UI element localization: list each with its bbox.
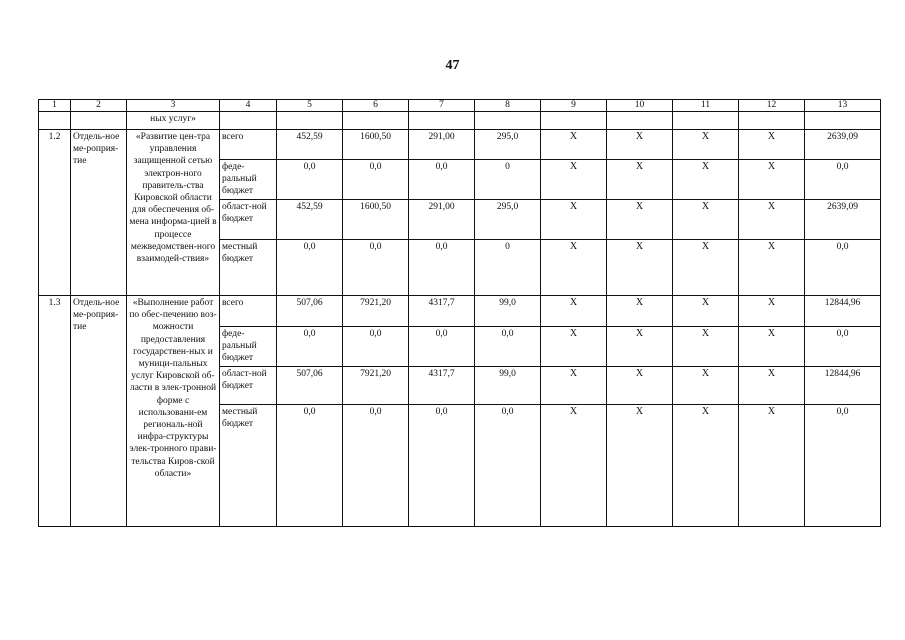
item-kind: Отдель-ное ме-роприя-тие	[71, 296, 127, 527]
value-cell: X	[541, 130, 607, 160]
value-cell: 295,0	[475, 200, 541, 240]
value-cell: X	[541, 240, 607, 296]
value-cell: X	[739, 130, 805, 160]
value-cell: 0,0	[343, 405, 409, 527]
cell	[475, 112, 541, 130]
column-header: 6	[343, 100, 409, 112]
value-cell: X	[541, 200, 607, 240]
column-header: 13	[805, 100, 881, 112]
table-row	[39, 130, 881, 160]
cell	[805, 112, 881, 130]
value-cell: 452,59	[277, 200, 343, 240]
value-cell: 0,0	[277, 405, 343, 527]
column-header: 11	[673, 100, 739, 112]
item-number: 1.2	[39, 130, 71, 296]
value-cell: 4317,7	[409, 367, 475, 405]
value-cell: 0,0	[475, 327, 541, 367]
value-cell: X	[739, 240, 805, 296]
value-cell: X	[607, 200, 673, 240]
value-cell: X	[607, 240, 673, 296]
funding-source: област-ной бюджет	[220, 200, 277, 240]
value-cell: 0,0	[805, 240, 881, 296]
funding-source: местный бюджет	[220, 405, 277, 527]
value-cell: 0,0	[409, 327, 475, 367]
value-cell: 0,0	[277, 240, 343, 296]
value-cell: X	[673, 130, 739, 160]
value-cell: 12844,96	[805, 296, 881, 327]
column-header: 8	[475, 100, 541, 112]
column-header: 10	[607, 100, 673, 112]
value-cell: 507,06	[277, 296, 343, 327]
value-cell: X	[541, 327, 607, 367]
value-cell: X	[541, 367, 607, 405]
funding-source: феде-ральный бюджет	[220, 327, 277, 367]
value-cell: 2639,09	[805, 200, 881, 240]
value-cell: X	[739, 296, 805, 327]
cell	[39, 112, 71, 130]
cell	[739, 112, 805, 130]
value-cell: 0,0	[277, 160, 343, 200]
value-cell: 1600,50	[343, 200, 409, 240]
value-cell: 12844,96	[805, 367, 881, 405]
column-header: 2	[71, 100, 127, 112]
value-cell: X	[739, 327, 805, 367]
budget-table	[38, 99, 881, 527]
value-cell: 295,0	[475, 130, 541, 160]
value-cell: X	[607, 296, 673, 327]
value-cell: X	[607, 367, 673, 405]
value-cell: 0,0	[409, 405, 475, 527]
value-cell: X	[541, 405, 607, 527]
value-cell: 0,0	[343, 160, 409, 200]
value-cell: 7921,20	[343, 296, 409, 327]
value-cell: X	[607, 130, 673, 160]
value-cell: 2639,09	[805, 130, 881, 160]
item-kind: Отдель-ное ме-роприя-тие	[71, 130, 127, 296]
funding-source: всего	[220, 130, 277, 160]
value-cell: 291,00	[409, 130, 475, 160]
value-cell: X	[739, 160, 805, 200]
value-cell: X	[673, 296, 739, 327]
value-cell: X	[673, 367, 739, 405]
column-header: 4	[220, 100, 277, 112]
value-cell: X	[673, 327, 739, 367]
value-cell: 0,0	[475, 405, 541, 527]
value-cell: 507,06	[277, 367, 343, 405]
value-cell: 0,0	[343, 327, 409, 367]
value-cell: X	[739, 405, 805, 527]
value-cell: X	[607, 327, 673, 367]
value-cell: 0,0	[805, 327, 881, 367]
cell	[277, 112, 343, 130]
value-cell: 0,0	[805, 160, 881, 200]
cell	[409, 112, 475, 130]
value-cell: X	[607, 160, 673, 200]
funding-source: всего	[220, 296, 277, 327]
item-number: 1.3	[39, 296, 71, 527]
value-cell: X	[541, 160, 607, 200]
value-cell: X	[673, 160, 739, 200]
funding-source: феде-ральный бюджет	[220, 160, 277, 200]
value-cell: 0	[475, 240, 541, 296]
cell	[71, 112, 127, 130]
value-cell: 99,0	[475, 296, 541, 327]
value-cell: 0,0	[409, 160, 475, 200]
value-cell: 0,0	[805, 405, 881, 527]
value-cell: 1600,50	[343, 130, 409, 160]
column-header: 1	[39, 100, 71, 112]
continuation-row	[39, 112, 881, 130]
value-cell: X	[541, 296, 607, 327]
cell	[220, 112, 277, 130]
value-cell: 0,0	[343, 240, 409, 296]
value-cell: 7921,20	[343, 367, 409, 405]
cell	[673, 112, 739, 130]
value-cell: 0	[475, 160, 541, 200]
value-cell: 0,0	[409, 240, 475, 296]
column-header: 5	[277, 100, 343, 112]
header-row	[39, 100, 881, 112]
table-row	[39, 296, 881, 327]
cell	[343, 112, 409, 130]
item-name: «Развитие цен-тра управления защищенной сетью электрон-ного правитель-ства Кировской области для обеспечения об-мена информа-цией в процессе межведомствен-ного взаимодей-ствия»	[127, 130, 220, 296]
column-header: 12	[739, 100, 805, 112]
page-number: 47	[445, 58, 460, 73]
cell	[541, 112, 607, 130]
continuation-text: ных услуг»	[127, 112, 220, 130]
value-cell: 452,59	[277, 130, 343, 160]
column-header: 9	[541, 100, 607, 112]
value-cell: 0,0	[277, 327, 343, 367]
value-cell: X	[739, 367, 805, 405]
value-cell: X	[673, 240, 739, 296]
funding-source: област-ной бюджет	[220, 367, 277, 405]
column-header: 7	[409, 100, 475, 112]
value-cell: X	[673, 200, 739, 240]
value-cell: 291,00	[409, 200, 475, 240]
value-cell: 4317,7	[409, 296, 475, 327]
cell	[607, 112, 673, 130]
column-header: 3	[127, 100, 220, 112]
value-cell: 99,0	[475, 367, 541, 405]
item-name: «Выполнение работ по обес-печению воз-можности предоставления государствен-ных и муници-пальных услуг Кировской об-ласти в элек-тронной форме с использовани-ем региональ-ной инфра-структуры элек-тронного прави-тельства Киров-ской области»	[127, 296, 220, 527]
value-cell: X	[739, 200, 805, 240]
funding-source: местный бюджет	[220, 240, 277, 296]
value-cell: X	[607, 405, 673, 527]
value-cell: X	[673, 405, 739, 527]
